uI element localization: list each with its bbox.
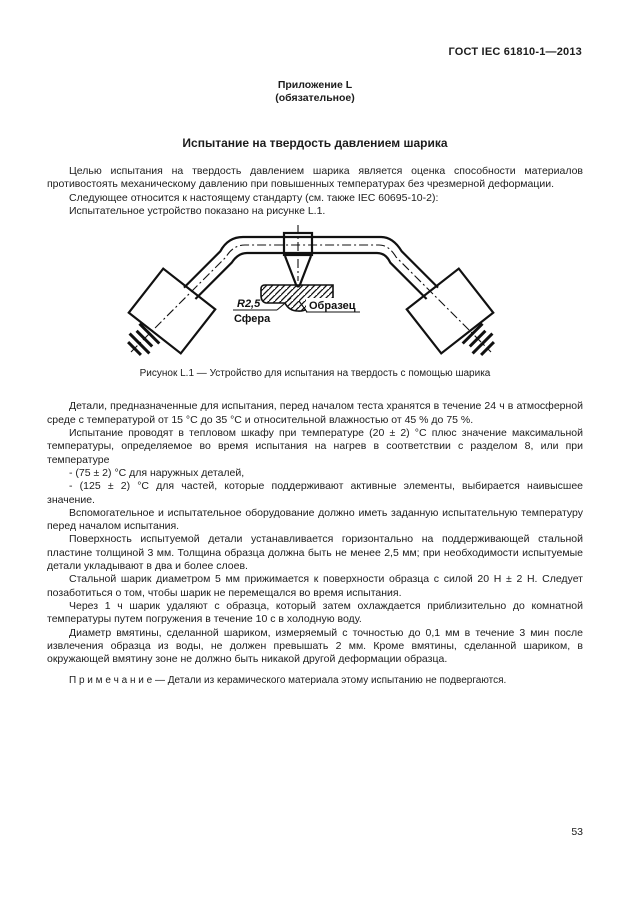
figure-L1 [47,223,583,380]
text-column [47,165,583,688]
appendix-title: Приложение L [277,79,353,91]
document-code: ГОСТ IEC 61810-1—2013 [448,46,582,58]
paragraph: Через 1 ч шарик удаляют с образца, который затем охлаждается приблизительно до комнатной температуры путем погружения в течение 10 с в холодную воду. [47,599,583,626]
paragraph: - (75 ± 2) °С для наружных деталей, [69,466,245,479]
paragraph: Испытательное устройство показано на рисунке L.1. [69,204,326,217]
paragraph: Диаметр вмятины, сделанной шариком, измеряемый с точностью до 0,1 мм в течение 3 мин после извлечения образца из воды, не должен превышать 2 мм. Кроме вмятины, сделанной шариком, в окружающей вмятину зоне не должно быть никакой другой деформации образца. [47,626,583,666]
paragraph: Следующее относится к настоящему стандарту (см. также IEC 60695-10-2): [69,191,439,204]
paragraph: Стальной шарик диаметром 5 мм прижимается к поверхности образца с силой 20 Н ± 2 Н. Следует позаботиться о том, чтобы шарик не перемещался во время испытания. [47,573,583,599]
paragraph: Поверхность испытуемой детали устанавливается горизонтально на поддерживающей стальной пластине толщиной 3 мм. Толщина образца должна быть не менее 2,5 мм; при необходимости испытуемые детали укладывают в два и более слоев. [47,533,583,573]
paragraph: Целью испытания на твердость давлением шарика является оценка способности материалов противостоять механическому давлению при повышенных температурах без чрезмерной деформации. [47,165,583,191]
figure-caption: Рисунок L.1 — Устройство для испытания на твердость с помощью шарика [139,368,491,380]
paragraph: - (125 ± 2) °С для частей, которые поддерживают активные элементы, выбирается наивысшее значение. [47,480,583,506]
sphere-label: Сфера [234,313,271,326]
note-paragraph: П р и м е ч а н и е — Детали из керамического материала этому испытанию не подвергаются. [69,675,507,687]
page-number: 53 [571,826,583,838]
ball-pressure-apparatus-drawing [95,223,535,363]
paragraph: Детали, предназначенные для испытания, перед началом теста хранятся в течение 24 ч в атмосферной среде с температурой от 15 °С до 35 °С и относительной влажностью от 45 % до 75 %. [47,400,583,426]
appendix-subtitle: (обязательное) [275,92,355,104]
paragraph: Вспомогательное и испытательное оборудование должно иметь заданную испытательную температуру перед началом испытания. [47,506,583,533]
specimen-label: Образец [309,300,356,313]
paragraph: Испытание проводят в тепловом шкафу при температуре (20 ± 2) °С плюс значение максимальной температуры, определяемое во время испытания на нагрев в соответствии с разделом 8, или при температуре [47,427,583,466]
radius-label: R2,5 [237,298,261,311]
section-title: Испытание на твердость давлением шарика [182,136,448,150]
